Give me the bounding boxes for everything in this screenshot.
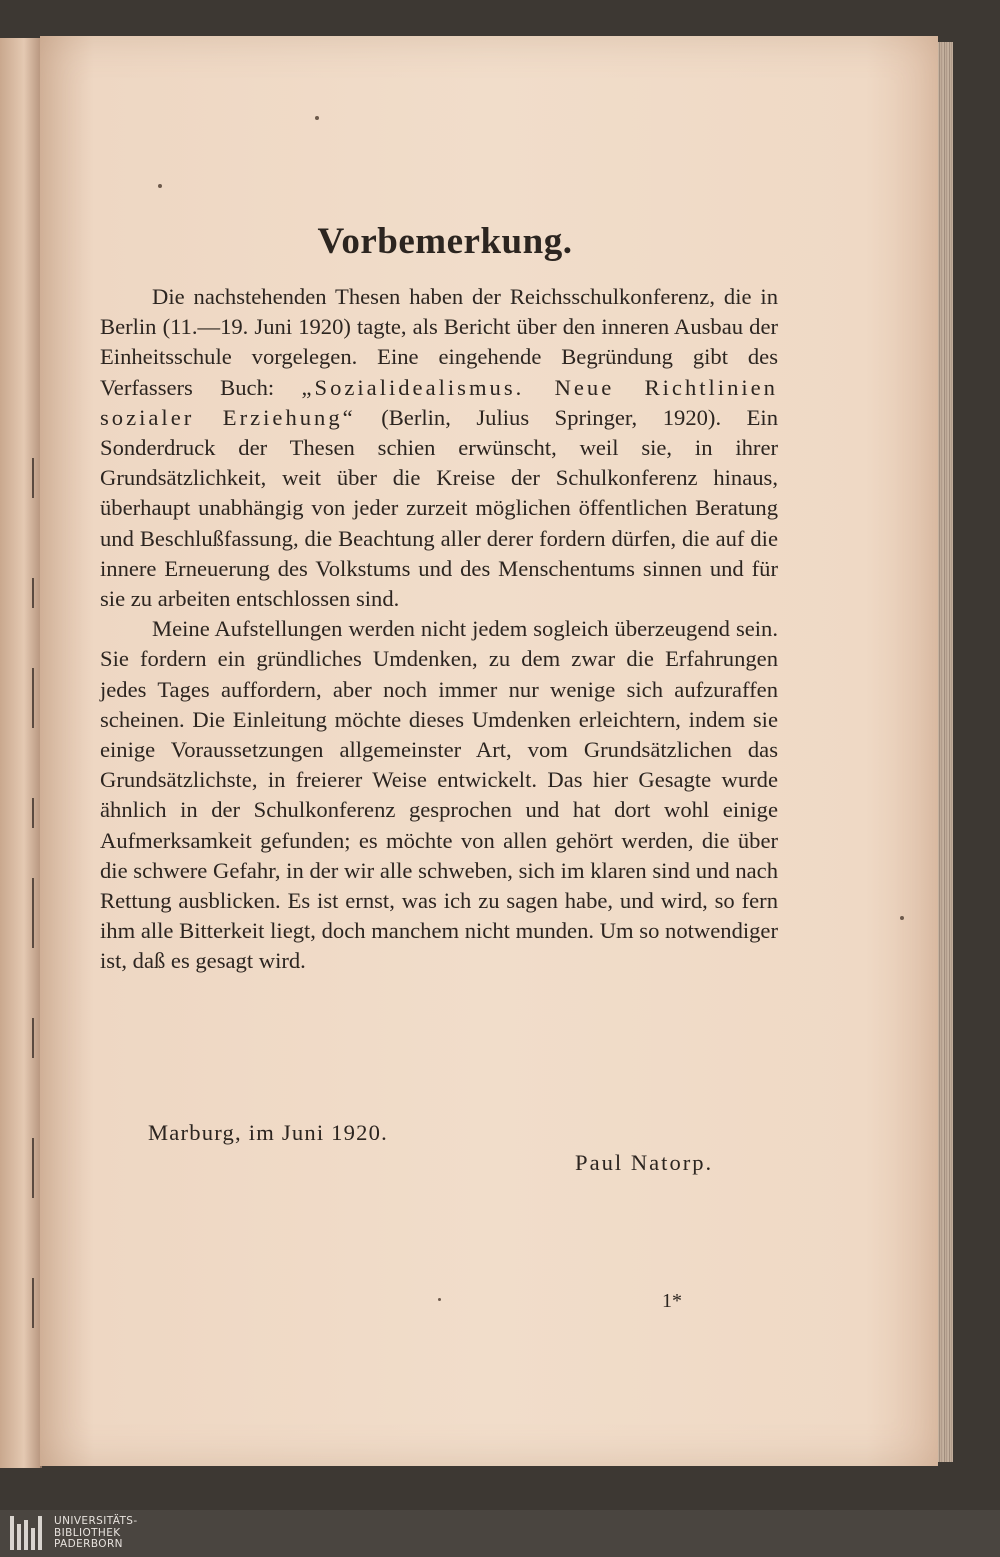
library-logo-icon [10, 1516, 48, 1550]
signature: Paul Natorp. [575, 1150, 714, 1175]
body-text [100, 282, 778, 977]
left-page-marks [28, 458, 38, 1458]
page-number: 1* [662, 1290, 682, 1312]
paper-speck [315, 116, 319, 120]
page-title: Vorbemerkung. [317, 221, 573, 262]
place-date: Marburg, im Juni 1920. [148, 1120, 388, 1145]
left-page-edge [0, 38, 42, 1468]
paper-speck [900, 916, 904, 920]
paragraph-1-part-2: (Berlin, Julius Springer, 1920). Ein Sonderdruck der Thesen schien erwünscht, weil sie, in ihrer Grundsätzlichkeit, weit über die Kreise der Schulkonferenz hinaus, überhaupt unabhängig von jeder zurzeit möglichen öffentlichen Beratung und Beschlußfassung, die Beachtung aller derer fordern dürfen, die auf die innere Erneuerung des Volkstums und des Menschentums sinnen und für sie zu arbeiten entschlossen sind. [100, 404, 778, 612]
paragraph-1-part-1: Die nachstehenden Thesen haben der Reichsschulkonferenz, die in Berlin (11.—19. Juni 1920) tagte, als Bericht über den inneren Ausbau der Einheitsschule vorgelegen. Eine eingehende Begründung gibt des Verfassers Buch: [100, 284, 778, 400]
paper-speck [438, 1298, 441, 1301]
logo-line-3: PADERBORN [54, 1538, 123, 1550]
paper-speck [158, 184, 162, 188]
paragraph-2: Meine Aufstellungen werden nicht jedem sogleich überzeugend sein. Sie fordern ein gründliches Umdenken, zu dem zwar die Erfahrungen jedes Tages auffordern, aber noch immer nur wenige sich aufzuraffen scheinen. Die Einleitung möchte dieses Umdenken erleichtern, indem sie einige Voraussetzungen allgemeinster Art, vom Grundsätzlichen das Grundsätzlichste, in freierer Weise entwickelt. Das hier Gesagte wurde ähnlich in der Schulkonferenz gesprochen und hat dort wohl einige Aufmerksamkeit gefunden; es möchte von allen gehört werden, die über die schwere Gefahr, in der wir alle schweben, sich im klaren sind und nach Rettung ausblicken. Es ist ernst, was ich zu sagen habe, und wird, so fern ihm alle Bitterkeit liegt, doch manchem nicht munden. Um so notwendiger ist, daß es gesagt wird. [100, 616, 778, 974]
book-title-spaced: „Sozialidealismus. Neue Richtlinien sozialer Erziehung“ [100, 374, 778, 430]
library-logo-text [54, 1516, 138, 1551]
logo-line-1: UNIVERSITÄTS- [54, 1515, 138, 1527]
paragraph-1 [100, 282, 778, 614]
logo-line-2: BIBLIOTHEK [54, 1526, 121, 1539]
library-logo-bar [0, 1510, 1000, 1557]
